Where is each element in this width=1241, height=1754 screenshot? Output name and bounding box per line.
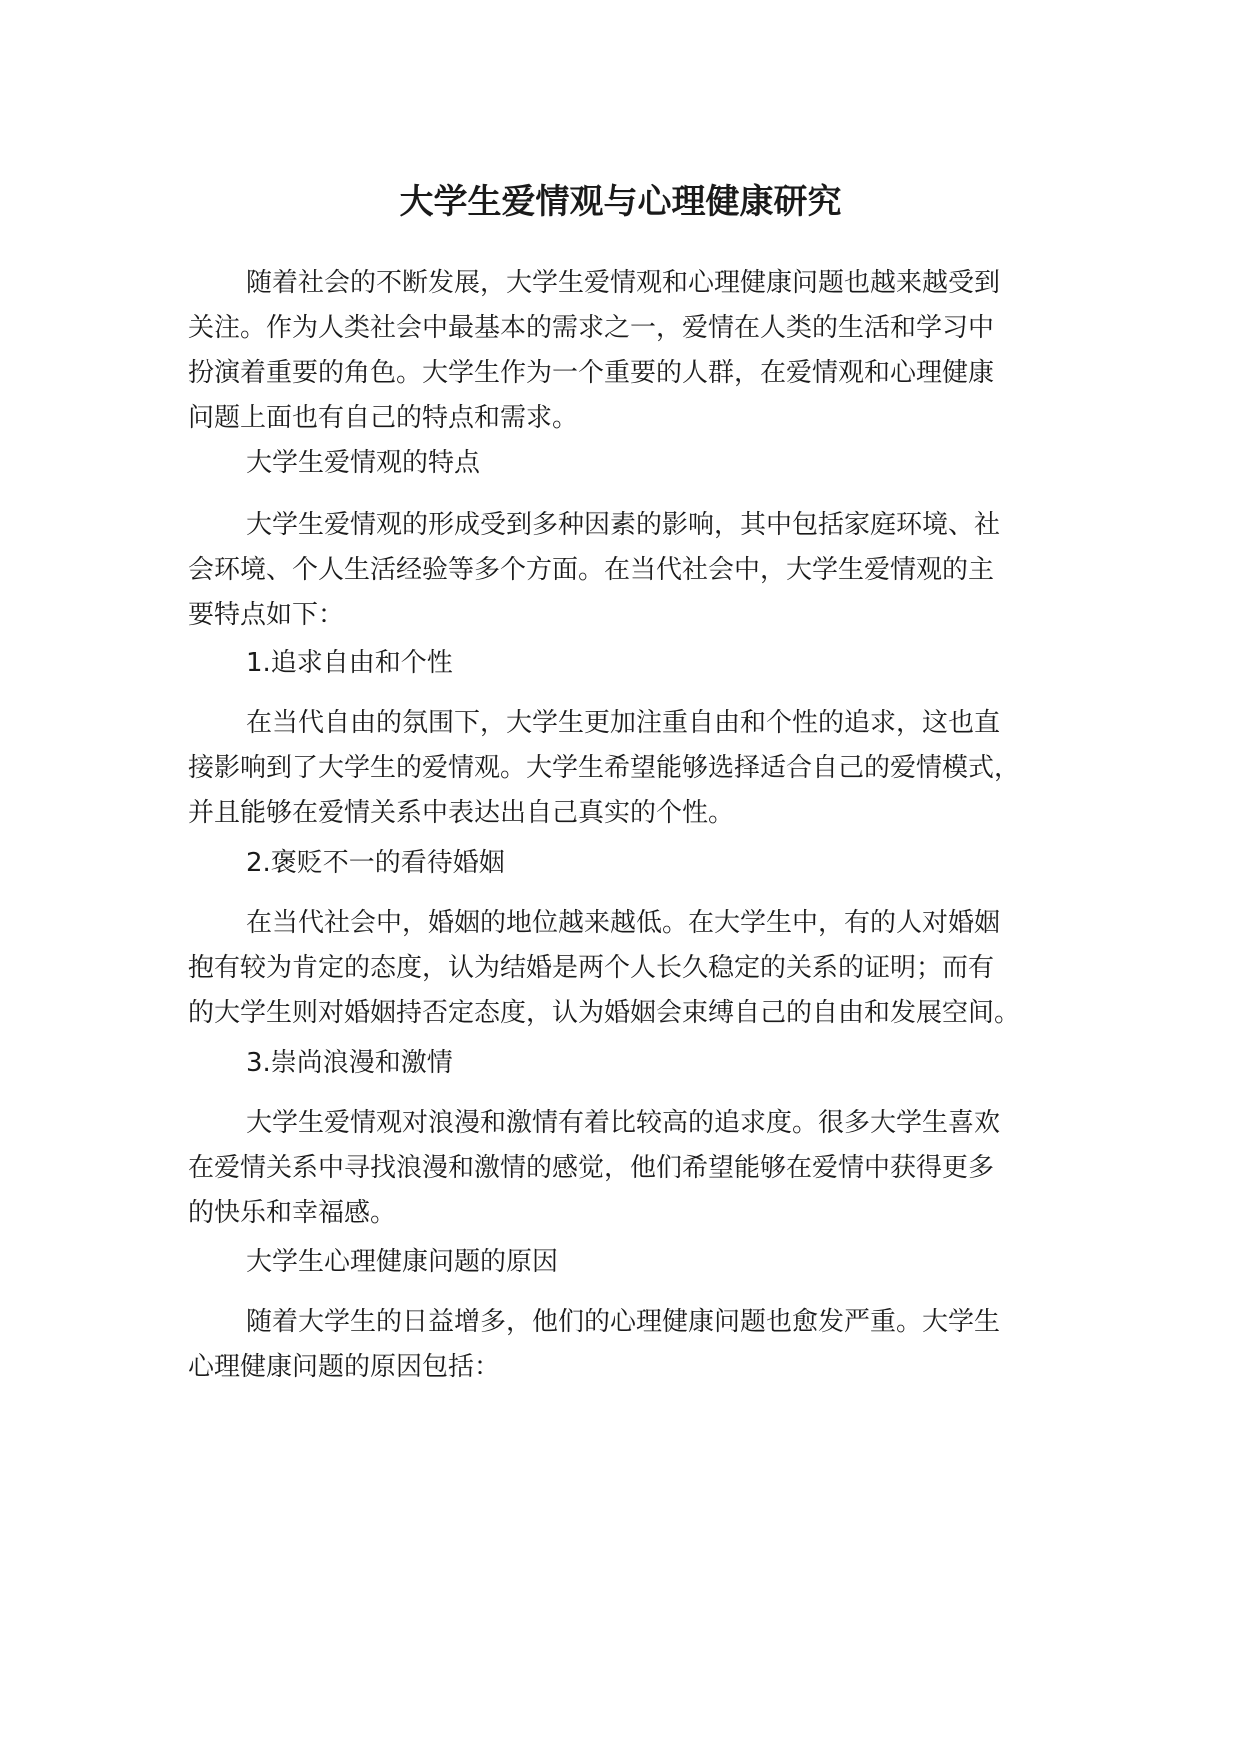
- list-heading: [188, 641, 1068, 686]
- text-line: 关注。作为人类社会中最基本的需求之一，爱情在人类的生活和学习中: [188, 313, 995, 343]
- text-line: 要特点如下：: [188, 600, 345, 630]
- paragraph: [188, 503, 1068, 638]
- text-line: 在爱情关系中寻找浪漫和激情的感觉，他们希望能够在爱情中获得更多: [188, 1153, 995, 1183]
- paragraph-intro: [188, 261, 1068, 441]
- text-line: 大学生心理健康问题的原因: [246, 1247, 559, 1277]
- text-line: 的快乐和幸福感。: [188, 1198, 397, 1228]
- text-line: 1.追求自由和个性: [246, 648, 453, 678]
- section-heading: [188, 1240, 1068, 1285]
- text-line: 在当代社会中，婚姻的地位越来越低。在大学生中，有的人对婚姻: [246, 908, 1001, 938]
- text-line: 会环境、个人生活经验等多个方面。在当代社会中，大学生爱情观的主: [188, 555, 995, 585]
- paragraph: [188, 1300, 1068, 1390]
- text-line: 随着大学生的日益增多，他们的心理健康问题也愈发严重。大学生: [246, 1307, 1001, 1337]
- text-line: 随着社会的不断发展，大学生爱情观和心理健康问题也越来越受到: [246, 268, 1001, 298]
- text-line: 大学生爱情观的特点: [246, 448, 481, 478]
- text-line: 并且能够在爱情关系中表达出自己真实的个性。: [188, 798, 735, 828]
- text-line: 抱有较为肯定的态度，认为结婚是两个人长久稳定的关系的证明；而有: [188, 953, 995, 983]
- text-line: 问题上面也有自己的特点和需求。: [188, 403, 579, 433]
- paragraph: [188, 701, 1068, 836]
- text-line: 接影响到了大学生的爱情观。大学生希望能够选择适合自己的爱情模式，: [188, 753, 1021, 783]
- paragraph: [188, 1101, 1068, 1236]
- text-line: 3.崇尚浪漫和激情: [246, 1048, 453, 1078]
- text-line: 大学生爱情观对浪漫和激情有着比较高的追求度。很多大学生喜欢: [246, 1108, 1001, 1138]
- section-heading: [188, 441, 1068, 486]
- document-title: 大学生爱情观与心理健康研究: [399, 182, 842, 222]
- text-line: 心理健康问题的原因包括：: [188, 1352, 501, 1382]
- list-heading: [188, 841, 1068, 886]
- text-line: 大学生爱情观的形成受到多种因素的影响，其中包括家庭环境、社: [246, 510, 1001, 540]
- paragraph: [188, 901, 1068, 1036]
- list-heading: [188, 1041, 1068, 1086]
- text-line: 2.褒贬不一的看待婚姻: [246, 848, 505, 878]
- text-line: 的大学生则对婚姻持否定态度，认为婚姻会束缚自己的自由和发展空间。: [188, 998, 1021, 1028]
- text-line: 扮演着重要的角色。大学生作为一个重要的人群，在爱情观和心理健康: [188, 358, 995, 388]
- text-line: 在当代自由的氛围下，大学生更加注重自由和个性的追求，这也直: [246, 708, 1001, 738]
